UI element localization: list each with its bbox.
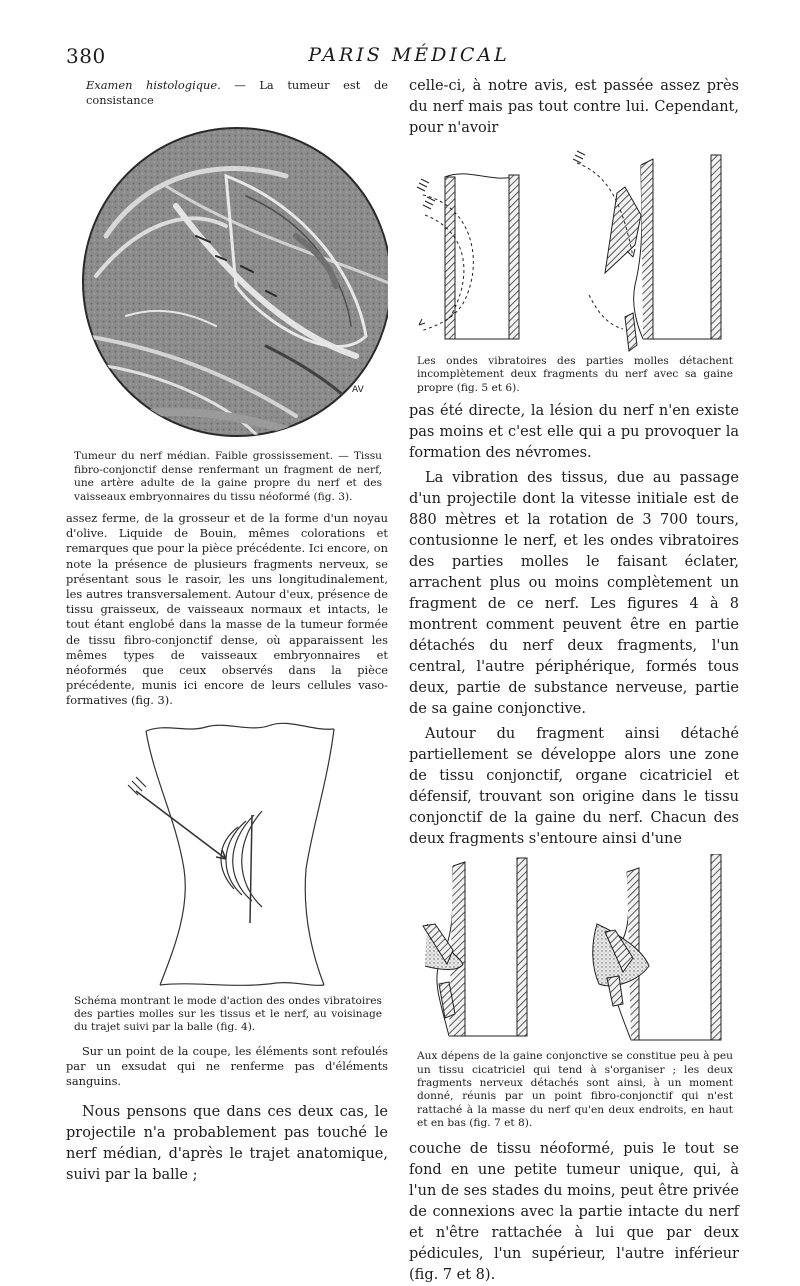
- figure-7-8-drawing: [409, 854, 739, 1050]
- paragraph-right-top: celle-ci, à notre avis, est passée assez près du nerf mais pas tout contre lui. Cependant, pour n'avoir: [409, 78, 739, 136]
- paragraph-directe: pas été directe, la lésion du nerf n'en existe pas moins et c'est elle qui a pu provoquer la formation des névromes.: [409, 403, 739, 462]
- vibration-schema-drawing: [66, 719, 388, 995]
- figure-5-6-caption: Les ondes vibratoires des parties molles détachent incomplètement deux fragments du nerf avec sa gaine propre (fig. 5 et 6).: [417, 355, 733, 394]
- left-column: [66, 78, 388, 1186]
- svg-text:AV: AV: [352, 385, 364, 396]
- page-header: [66, 44, 752, 74]
- paragraph-histology: assez ferme, de la grosseur et de la forme d'un noyau d'olive. Liquide de Bouin, mêmes colorations et remarques que pour la pièce précédente. Ici encore, on note la présence de plusieurs fragments nerveux, se présentant sous le rasoir, les uns longitudinalement, les autres transversalement. Autour d'eux, présence de tissu graisseux, de vaisseaux normaux et intacts, le tout étant englobé dans la masse de la tumeur formée de tissu fibro-conjonctif dense, où apparaissent les mêmes types de vaisseaux embryonnaires et néoformés que ceux observés dans la pièce précédente, munis ici encore de leurs cellules vaso-formatives (fig. 3).: [66, 511, 388, 708]
- figure-7-8-caption: Aux dépens de la gaine conjonctive se constitue peu à peu un tissu cicatriciel qui tend à s'organiser ; les deux fragments nerveux détachés sont ainsi, à un moment donné, réunis par un point fibro-conjonctif qui n'est rattaché à la masse du nerf qu'en deux endroits, en haut et en bas (fig. 7 et 8).: [417, 1050, 733, 1130]
- paragraph-autour: Autour du fragment ainsi détaché partiellement se développe alors une zone de tissu conjonctif, organe cicatriciel et défensif, trouvant son origine dans le tissu conjonctif de la gaine du nerf. Chacun des deux fragments s'entoure ainsi d'une: [409, 726, 739, 848]
- histology-intro: [66, 78, 388, 108]
- nerve-fragments-drawing: [409, 145, 739, 353]
- journal-title: PARIS MÉDICAL: [308, 44, 510, 66]
- cicatricial-tissue-drawing: [409, 854, 739, 1050]
- paragraph-couche: couche de tissu néoformé, puis le tout se fond en une petite tumeur unique, qui, à l'un de ses stades du moins, peut être privée de connexions avec la partie intacte du nerf et n'être rattachée à lui que par deux pédicules, l'un supérieur, l'autre inférieur (fig. 7 et 8).: [409, 1140, 739, 1283]
- figure-5-6-drawing: [409, 145, 739, 353]
- histology-intro-text: — La tumeur est de consistance: [86, 78, 388, 108]
- paragraph-point: Sur un point de la coupe, les éléments sont refoulés par un exsudat qui ne renferme pas d'éléments sanguins.: [66, 1043, 388, 1089]
- histology-label: Examen histologique.: [86, 78, 221, 92]
- figure-3-micrograph: [66, 116, 388, 438]
- figure-4-caption: Schéma montrant le mode d'action des ondes vibratoires des parties molles sur les tissus et le nerf, au voisinage du trajet suivi par la balle (fig. 4).: [74, 994, 382, 1034]
- paragraph-pensons: Nous pensons que dans ces deux cas, le projectile n'a probablement pas touché le nerf médian, d'après le trajet anatomique, suivi par la balle ;: [66, 1103, 388, 1183]
- micrograph-image: [66, 116, 388, 438]
- paragraph-vibration: La vibration des tissus, due au passage d'un projectile dont la vitesse initiale est de 880 mètres et la rotation de 3 700 tours, contusionne le nerf, et les ondes vibratoires des parties molles le faisant éclater, arrachent plus ou moins complètement un fragment de ce nerf. Les figures 4 à 8 montrent comment peuvent être en partie détachés du nerf deux fragments, l'un central, l'autre périphérique, formés tous deux, partie de substance nerveuse, partie de sa gaine conjonctive.: [409, 470, 739, 718]
- right-column: [409, 76, 739, 1286]
- figure-3-caption: Tumeur du nerf médian. Faible grossissement. — Tissu fibro-conjonctif dense renfermant un fragment de nerf, une artère adulte de la gaine propre du nerf et des vaisseaux embryonnaires du tissu néoformé (fig. 3).: [74, 450, 382, 503]
- figure-4-diagram: [66, 719, 388, 995]
- page-number: 380: [66, 44, 106, 68]
